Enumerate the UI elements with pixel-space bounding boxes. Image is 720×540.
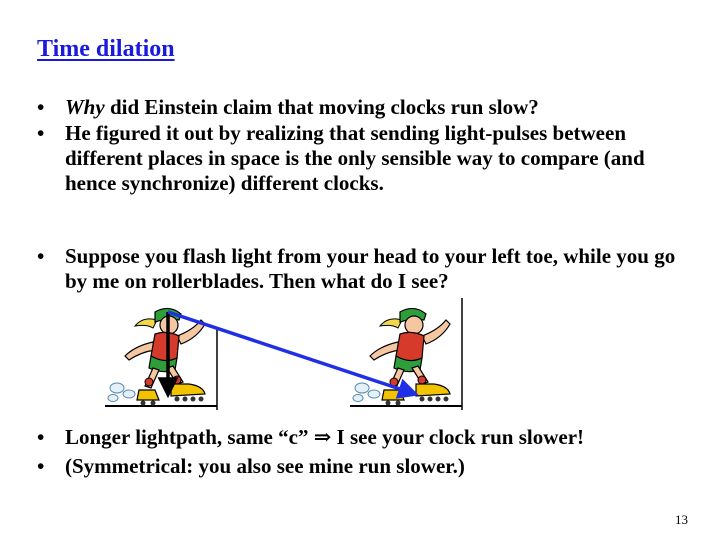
bullet-marker: •: [37, 95, 45, 119]
bullet-marker: •: [37, 454, 45, 478]
bullet-text: Suppose you flash light from your head to your left toe, while you go by me on rollerblades. Then what do I see?: [65, 244, 676, 293]
bullet-list-intro: [37, 95, 697, 196]
rollerblader-left-icon: [108, 308, 205, 405]
page-number: 13: [675, 512, 688, 527]
bullet-text: (Symmetrical: you also see mine run slower.): [65, 454, 465, 478]
bullet-light-pulses: [37, 121, 697, 196]
bullet-text: Longer lightpath, same “c” ⇒ I see your clock run slower!: [65, 425, 585, 449]
bullet-text: He figured it out by realizing that sending light-pulses between different places in space is the only sensible way to compare (and hence synchronize) different clocks.: [65, 121, 645, 195]
bullet-symmetrical: [37, 454, 697, 479]
slide-title: Time dilation: [37, 36, 175, 62]
bullet-why: [37, 95, 697, 120]
bullet-lead-italic: Why: [65, 95, 105, 119]
bullet-suppose: [37, 244, 697, 294]
bullet-list-conclusion: [37, 425, 697, 479]
bullet-longer-lightpath: [37, 425, 697, 450]
bullet-marker: •: [37, 121, 45, 145]
rollerblade-light-path-illustration: [105, 298, 475, 413]
bullet-list-setup: [37, 244, 697, 294]
bullet-text: did Einstein claim that moving clocks run slow?: [104, 95, 539, 119]
bullet-marker: •: [37, 425, 45, 449]
bullet-marker: •: [37, 244, 45, 268]
